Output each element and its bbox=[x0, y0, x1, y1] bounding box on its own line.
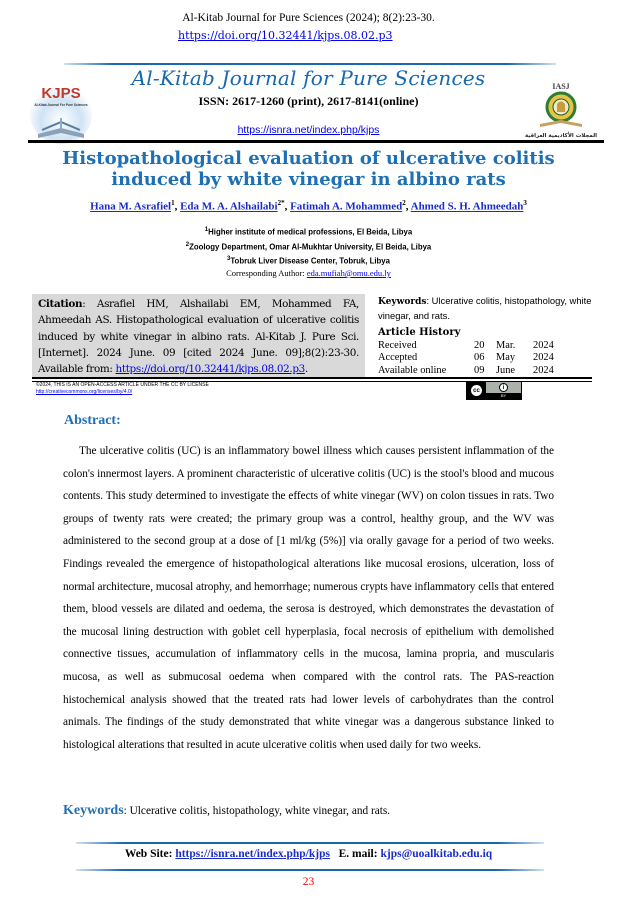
creative-commons-icon: cc bbox=[467, 382, 486, 399]
keywords-label: Keywords bbox=[378, 297, 427, 307]
author-link[interactable]: Eda M. A. Alshailabi bbox=[180, 200, 278, 213]
article-history-title: Article History bbox=[378, 327, 461, 338]
affiliation: $^2$Zoology Department, Omar Al-Mukhtar University, El Beida, Libya bbox=[185, 241, 432, 252]
author-affiliation-mark: 3 bbox=[523, 199, 527, 207]
footer-website-link[interactable]: https://isnra.net/index.php/kjps bbox=[175, 848, 330, 860]
attribution-icon: i bbox=[499, 383, 508, 392]
author-link[interactable]: Ahmed S. H. Ahmeedah bbox=[410, 200, 524, 213]
corresponding-author-label: Corresponding Author: bbox=[226, 268, 307, 278]
affiliation-list bbox=[0, 224, 617, 268]
abstract-keywords bbox=[63, 803, 390, 819]
citation-doi-link[interactable]: https://doi.org/10.32441/kjps.08.02.p3 bbox=[115, 363, 305, 376]
citation-box: Citation: Asrafiel HM, Alshailabi EM, Mohammed FA, Ahmeedah AS. Histopathological evaluation of ulcerative colitis induced by white vinegar in albino rats. Al-Kitab J. Pure Sci. [Internet]. 2024 June. 09 [cited 2024 June. 09];8(2):23-30. Available from: https://doi.org/10.32441/kjps.08.02.p3. bbox=[32, 294, 365, 379]
license-text: ©2024, THIS IS AN OPEN-ACCESS ARTICLE UNDER THE CC BY LICENSE bbox=[36, 382, 209, 388]
abstract-body: The ulcerative colitis (UC) is an inflammatory bowel illness which causes persistent inflammation of the colon's innermost layers. A prominent characteristic of ulcerative colitis (UC) is the stool's blood and mucous contents. This study determined to investigate the effects of white vinegar (WV) on colon tissues in rats. Two groups of twenty rats were created; the primary group was a control, healthy group, and the WV was administered to the second group at a dose of [1 ml/kg (5%)] via orally gavage for a period of two weeks. Findings revealed the emergence of histopathological alterations like mucosal erosions, ulceration, loss of normal architecture, mucosal atrophy, and hemorrhage; numerous crypts have inflammatory cells that entered them, blood vessels are dilated and oedema, the serosa is destroyed, which demonstrates the devastation of the mucosal lining destruction with goblet cell hyperplasia, focal necrosis of epithelium with demolished connective tissues, accumulation of inflammatory cells in the mucosa, lamina propria, and muscularis mucosa, as well as submucosal oedema when compared with the control rats. The PAS-reaction histochemical analysis showed that the treated rats had lower levels of carbohydrates than the control animals. The findings of the study demonstrated that white vinegar was a dangerous substance linked to histological alterations that resulted in acute ulcerative colitis when used daily for two weeks. bbox=[63, 445, 554, 751]
by-label: BY bbox=[486, 393, 521, 399]
journal-website-link[interactable]: https://isnra.net/index.php/kjps bbox=[237, 124, 380, 136]
kjps-logo-text: KJPS bbox=[41, 85, 81, 102]
author-link[interactable]: Hana M. Asrafiel bbox=[90, 200, 172, 213]
author-affiliation-mark: 1 bbox=[171, 199, 175, 207]
citation-text: : Asrafiel HM, Alshailabi EM, Mohammed FA, Ahmeedah AS. Histopathological evaluation of ulcerative colitis induced by white vinegar in albino rats. Al-Kitab J. Pure Sci. [Internet]. 2024 June. 09 [cited 2024 June. 09];8(2):23-30. Available from: bbox=[38, 298, 359, 376]
history-row-received: Received 20 Mar. 2024 bbox=[378, 340, 554, 351]
history-row-available-online: Available online 09 June 2024 bbox=[378, 364, 554, 376]
footer-divider-top bbox=[76, 842, 544, 844]
author-link[interactable]: Fatimah A. Mohammed bbox=[290, 200, 403, 213]
corresponding-author bbox=[0, 268, 617, 278]
page-number: 23 bbox=[302, 876, 315, 888]
article-history-table bbox=[378, 340, 563, 377]
cc-by-badge[interactable] bbox=[466, 381, 522, 400]
header-divider bbox=[64, 63, 556, 65]
article-title bbox=[0, 148, 617, 190]
masthead-divider bbox=[28, 140, 604, 143]
kjps-logo-subtext: Al-Kitab Journal For Pure Sciences bbox=[34, 103, 88, 107]
iasj-logo-text: IASJ bbox=[552, 82, 570, 91]
keywords-text: : Ulcerative colitis, histopathology, white vinegar, and rats. bbox=[378, 295, 592, 321]
running-header-citation: Al-Kitab Journal for Pure Sciences (2024); 8(2):23-30. bbox=[182, 12, 435, 24]
footer-website-label: Web Site: bbox=[124, 848, 176, 860]
author-list: Hana M. Asrafiel$^1$, Eda M. A. Alshailabi$^{2*}$, Fatimah A. Mohammed$^2$, Ahmed S. H. Ahmeedah$^3$ bbox=[90, 199, 527, 213]
abstract-heading: Abstract: bbox=[64, 413, 121, 428]
affiliation: $^1$Higher institute of medical professions, El Beida, Libya bbox=[204, 227, 413, 237]
footer-contact bbox=[0, 848, 617, 860]
iasj-logo bbox=[520, 80, 602, 140]
abstract-keywords-label: Keywords bbox=[63, 803, 124, 818]
footer-email-label: E. mail: bbox=[338, 848, 381, 860]
iasj-logo-subtext: المجلات الأكاديمية العراقية bbox=[524, 133, 598, 139]
footer-divider-bottom bbox=[76, 869, 544, 871]
author-affiliation-mark: 2 bbox=[402, 199, 406, 207]
article-title-line-1: Histopathological evaluation of ulcerative colitis bbox=[62, 148, 555, 169]
history-row-accepted: Accepted 06 May 2024 bbox=[378, 352, 554, 364]
corresponding-author-email[interactable]: eda.mufiah@omu.edu.ly bbox=[306, 268, 391, 278]
author-affiliation-mark: 2* bbox=[277, 199, 285, 207]
keywords-box bbox=[378, 294, 593, 322]
footer-email[interactable]: kjps@uoalkitab.edu.iq bbox=[380, 848, 493, 860]
header-doi-link[interactable]: https://doi.org/10.32441/kjps.08.02.p3 bbox=[178, 29, 393, 42]
license-notice bbox=[36, 382, 209, 396]
affiliation: $^3$Tobruk Liver Disease Center, Tobruk, Libya bbox=[227, 256, 390, 266]
citation-label: Citation bbox=[38, 298, 83, 310]
abstract-keywords-text: : Ulcerative colitis, histopathology, white vinegar, and rats. bbox=[123, 805, 391, 817]
issn: ISSN: 2617-1260 (print), 2617-8141(online) bbox=[198, 94, 419, 108]
journal-name: Al-Kitab Journal for Pure Sciences bbox=[131, 66, 486, 90]
article-title-line-2: induced by white vinegar in albino rats bbox=[111, 169, 506, 190]
license-link[interactable]: http://creativecommons.org/licenses/by/4.0/ bbox=[36, 389, 133, 395]
